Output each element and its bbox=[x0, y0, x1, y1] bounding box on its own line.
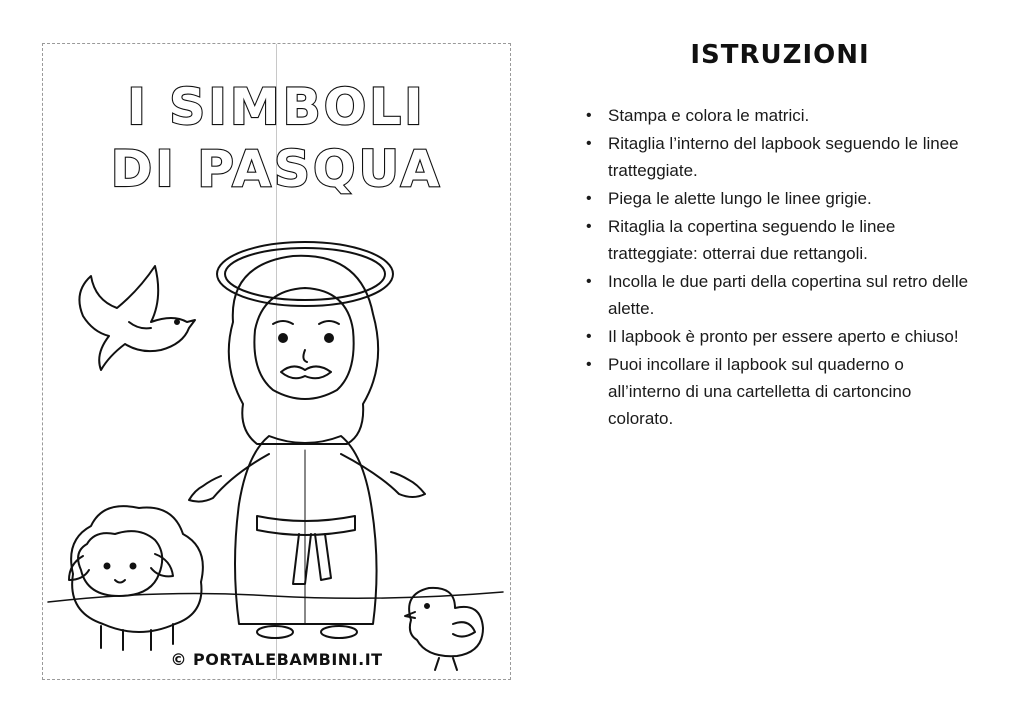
instructions-list bbox=[580, 102, 980, 432]
easter-illustration bbox=[43, 204, 512, 674]
jesus-figure-icon bbox=[189, 256, 425, 638]
instructions-panel bbox=[580, 40, 980, 433]
halo-icon bbox=[217, 242, 393, 306]
lamb-icon bbox=[69, 506, 203, 650]
ground-line bbox=[48, 592, 503, 602]
instruction-step: • Stampa e colora le matrici. bbox=[580, 102, 980, 129]
cover-title-line2: DI PASQUA bbox=[110, 140, 443, 198]
instruction-step: • Ritaglia la copertina seguendo le linee tratteggiate: otterrai due rettangoli. bbox=[580, 213, 980, 267]
instruction-step: • Incolla le due parti della copertina sul retro delle alette. bbox=[580, 268, 980, 322]
instructions-heading: ISTRUZIONI bbox=[690, 40, 870, 70]
dove-icon bbox=[79, 266, 195, 370]
instruction-step: • Puoi incollare il lapbook sul quaderno o all’interno di una cartelletta di cartoncino colorato. bbox=[580, 351, 980, 432]
lapbook-cover bbox=[42, 43, 511, 680]
instruction-step: • Ritaglia l’interno del lapbook seguendo le linee tratteggiate. bbox=[580, 130, 980, 184]
copyright-label: © PORTALEBAMBINI.IT bbox=[170, 650, 383, 669]
instruction-step: • Il lapbook è pronto per essere aperto e chiuso! bbox=[580, 323, 980, 350]
cover-title-line1: I SIMBOLI bbox=[127, 78, 426, 136]
instruction-step: • Piega le alette lungo le linee grigie. bbox=[580, 185, 980, 212]
